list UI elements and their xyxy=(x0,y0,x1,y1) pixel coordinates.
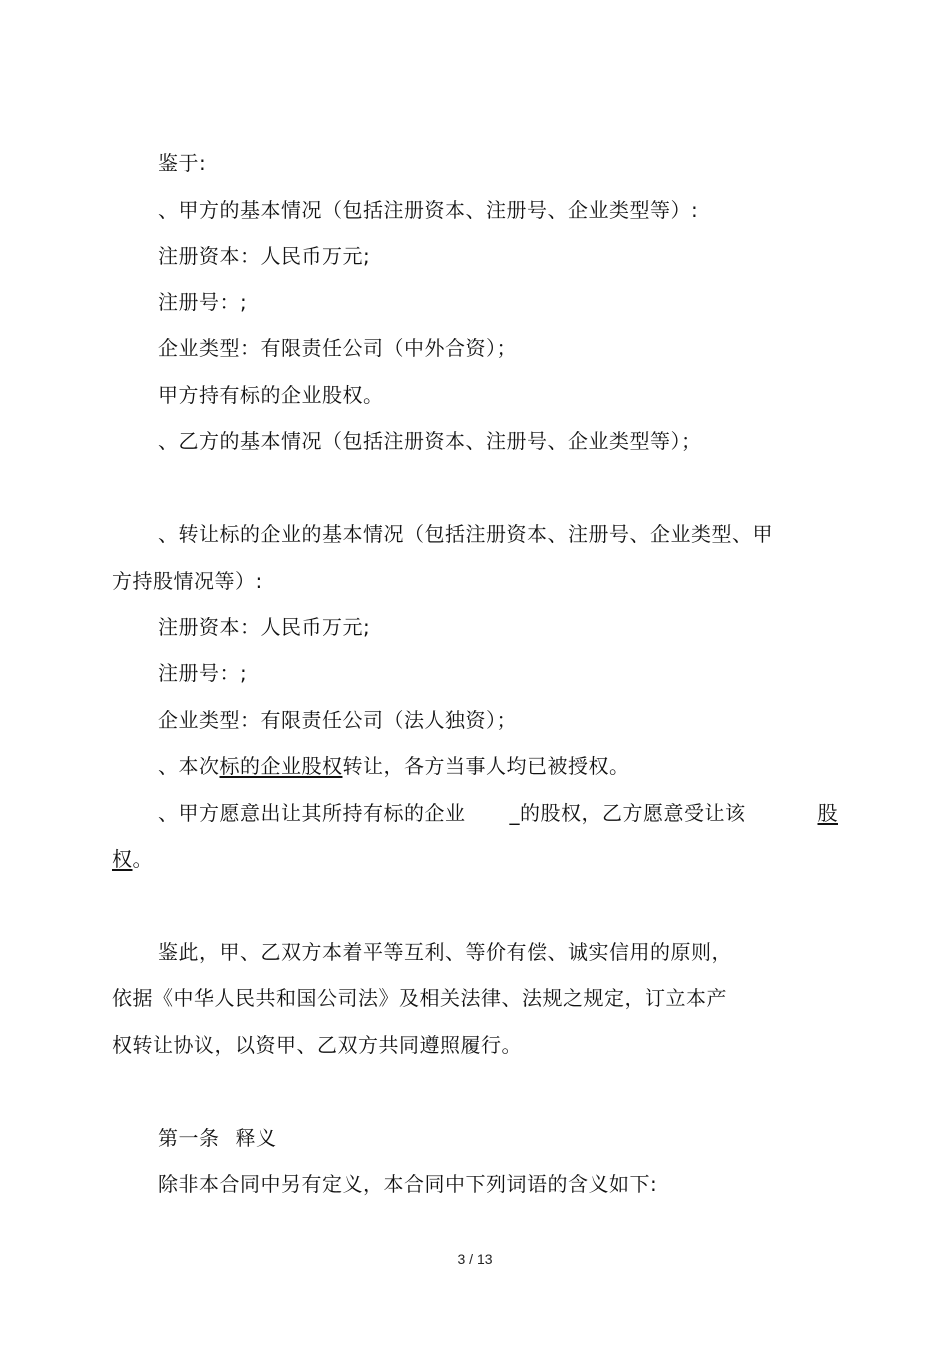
paragraph-definitions: 除非本合同中另有定义，本合同中下列词语的含义如下: xyxy=(158,1172,658,1196)
paragraph-transfer-intent xyxy=(158,800,838,826)
paragraph-registered-capital: 注册资本：人民币万元; xyxy=(158,244,371,268)
article-number: 第一条 xyxy=(158,1126,220,1150)
paragraph-party-b-info: 、乙方的基本情况（包括注册资本、注册号、企业类型等）； xyxy=(158,429,702,453)
paragraph-target-info-cont: 方持股情况等）: xyxy=(112,569,263,593)
transfer-intent-part1: 、甲方愿意出让其所持有标的企业 xyxy=(158,801,466,825)
paragraph-party-a-info: 、甲方的基本情况（包括注册资本、注册号、企业类型等）: xyxy=(158,198,699,222)
paragraph-company-type: 企业类型：有限责任公司（中外合资）； xyxy=(158,336,517,360)
transfer-intent-blank: 股 xyxy=(817,801,838,825)
article-title: 释义 xyxy=(235,1126,277,1150)
paragraph-agreement-basis-end: 权转让协议，以资甲、乙双方共同遵照履行。 xyxy=(112,1033,522,1057)
paragraph-agreement-basis: 鉴此，甲、乙双方本着平等互利、等价有偿、诚实信用的原则， xyxy=(158,940,732,964)
authorization-prefix: 、本次 xyxy=(158,754,220,778)
authorization-suffix: 转让，各方当事人均已被授权。 xyxy=(342,754,630,778)
page-number: 3 / 13 xyxy=(457,1251,493,1267)
paragraph-transfer-intent-cont xyxy=(112,846,153,872)
paragraph-agreement-basis-cont: 依据《中华人民共和国公司法》及相关法律、法规之规定，订立本产 xyxy=(112,986,727,1010)
transfer-intent-equity: 权 xyxy=(112,847,133,871)
paragraph-target-type: 企业类型：有限责任公司（法人独资）； xyxy=(158,708,517,732)
article-heading xyxy=(158,1125,277,1151)
paragraph-target-info: 、转让标的企业的基本情况（包括注册资本、注册号、企业类型、甲 xyxy=(158,522,773,546)
paragraph-registration-number: 注册号：; xyxy=(158,290,248,314)
transfer-intent-part2: _的股权，乙方愿意受让该 xyxy=(509,801,746,825)
paragraph-target-capital: 注册资本：人民币万元; xyxy=(158,615,371,639)
paragraph-target-registration: 注册号：; xyxy=(158,661,248,685)
paragraph-whereas: 鉴于: xyxy=(158,151,207,175)
authorization-underlined: 标的企业股权 xyxy=(219,754,343,778)
paragraph-authorization xyxy=(158,753,630,779)
paragraph-party-a-equity: 甲方持有标的企业股权。 xyxy=(158,383,384,407)
transfer-intent-end: 。 xyxy=(132,847,153,871)
